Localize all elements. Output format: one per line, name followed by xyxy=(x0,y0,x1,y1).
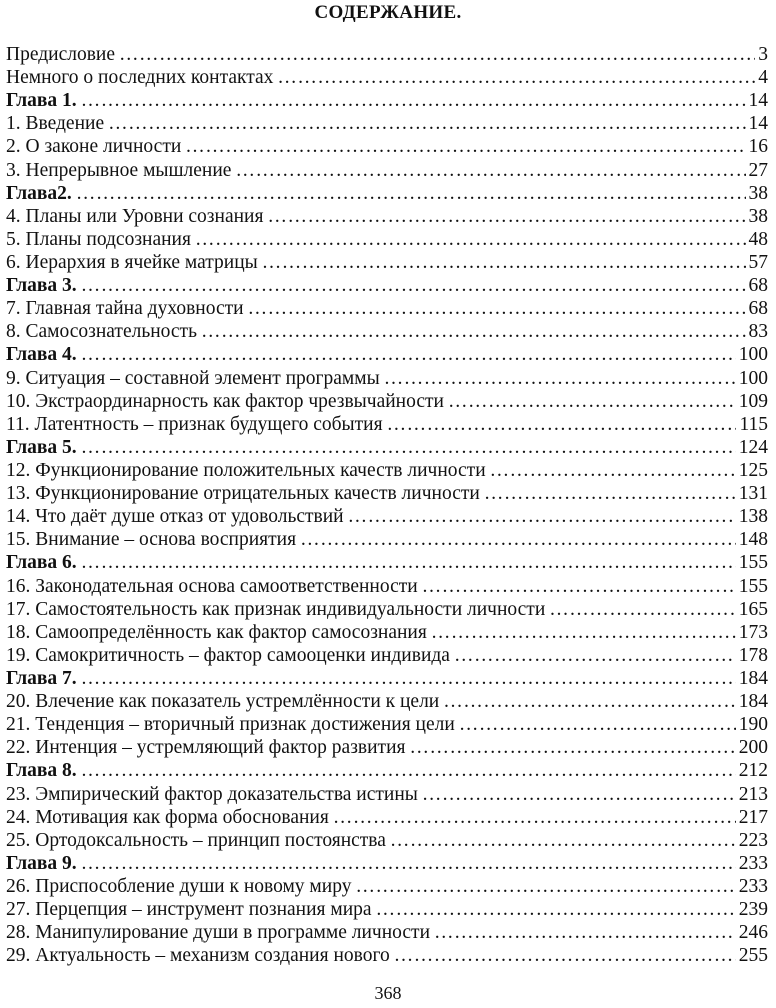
toc-chapter-row xyxy=(6,551,768,574)
toc-dot-leader xyxy=(262,251,746,274)
toc-entry-row xyxy=(6,644,768,667)
toc-chapter-label: Глава 6. xyxy=(6,552,77,574)
table-of-contents xyxy=(6,43,768,967)
toc-page-number: 124 xyxy=(738,436,768,458)
toc-page-number: 68 xyxy=(748,275,768,297)
toc-page-number: 217 xyxy=(738,806,768,828)
toc-entry-label: 27. Перцепция – инструмент познания мира xyxy=(6,899,372,921)
page-number: 368 xyxy=(374,983,402,1003)
toc-entry-label: 22. Интенция – устремляющий фактор развития xyxy=(6,737,406,759)
toc-entry-label: 23. Эмпирический фактор доказательства истины xyxy=(6,783,418,805)
toc-page-number: 184 xyxy=(738,691,768,713)
toc-entry-label: 28. Манипулирование души в программе личности xyxy=(6,922,431,944)
toc-entry-label: 19. Самокритичность – фактор самооценки индивида xyxy=(6,644,450,666)
toc-dot-leader xyxy=(454,644,736,667)
toc-entry-label: 29. Актуальность – механизм создания нового xyxy=(6,945,390,967)
toc-chapter-label: Глава 9. xyxy=(6,852,77,874)
toc-entry-row xyxy=(6,783,768,806)
toc-entry-row xyxy=(6,621,768,644)
toc-entry-row xyxy=(6,135,768,158)
toc-dot-leader xyxy=(333,806,736,829)
toc-entry-label: Предисловие xyxy=(6,44,116,65)
toc-entry-label: 24. Мотивация как форма обоснования xyxy=(6,806,329,828)
toc-chapter-label: Глава 3. xyxy=(6,275,77,297)
toc-dot-leader xyxy=(201,320,746,343)
toc-entry-row xyxy=(6,482,768,505)
toc-entry-row xyxy=(6,66,768,89)
toc-dot-leader xyxy=(422,783,736,806)
toc-page-number: 100 xyxy=(738,344,768,366)
toc-page-number: 38 xyxy=(748,205,768,227)
toc-page-number: 233 xyxy=(738,875,768,897)
toc-entry-row xyxy=(6,944,768,967)
toc-page-number: 190 xyxy=(738,714,768,736)
toc-page-number: 38 xyxy=(748,182,768,204)
toc-page-number: 246 xyxy=(738,922,768,944)
toc-entry-label: 10. Экстраординарность как фактор чрезвычайности xyxy=(6,390,444,412)
toc-dot-leader xyxy=(267,205,745,228)
toc-chapter-label: Глава 7. xyxy=(6,667,77,689)
toc-page-number: 233 xyxy=(738,852,768,874)
toc-entry-row xyxy=(6,505,768,528)
toc-entry-row xyxy=(6,898,768,921)
toc-entry-label: 21. Тенденция – вторичный признак достижения цели xyxy=(6,714,455,736)
toc-dot-leader xyxy=(549,598,735,621)
toc-entry-row xyxy=(6,875,768,898)
toc-entry-row xyxy=(6,390,768,413)
toc-dot-leader xyxy=(248,297,746,320)
toc-dot-leader xyxy=(394,944,736,967)
toc-page-number: 165 xyxy=(738,598,768,620)
toc-chapter-label: Глава 4. xyxy=(6,344,77,366)
toc-entry-row xyxy=(6,713,768,736)
toc-entry-row xyxy=(6,528,768,551)
toc-dot-leader xyxy=(484,482,736,505)
toc-entry-row xyxy=(6,459,768,482)
toc-page-number: 3 xyxy=(758,44,768,65)
toc-page-number: 138 xyxy=(738,506,768,528)
toc-page-number: 239 xyxy=(738,899,768,921)
toc-page-number: 57 xyxy=(748,251,768,273)
toc-dot-leader xyxy=(235,159,745,182)
toc-chapter-row xyxy=(6,89,768,112)
toc-dot-leader xyxy=(459,713,736,736)
toc-entry-row xyxy=(6,112,768,135)
toc-dot-leader xyxy=(76,182,746,205)
toc-page-number: 100 xyxy=(738,367,768,389)
toc-entry-row xyxy=(6,228,768,251)
toc-dot-leader xyxy=(195,228,746,251)
toc-chapter-row xyxy=(6,852,768,875)
toc-dot-leader xyxy=(277,66,755,89)
toc-entry-label: 26. Приспособление души к новому миру xyxy=(6,875,352,897)
toc-entry-row xyxy=(6,575,768,598)
toc-entry-row xyxy=(6,829,768,852)
toc-page-number: 155 xyxy=(738,552,768,574)
toc-page-number: 83 xyxy=(748,321,768,343)
toc-chapter-label: Глава2. xyxy=(6,182,72,204)
toc-dot-leader xyxy=(185,135,745,158)
toc-dot-leader xyxy=(119,43,755,66)
toc-dot-leader xyxy=(81,343,736,366)
toc-dot-leader xyxy=(81,551,736,574)
toc-entry-label: 11. Латентность – признак будущего события xyxy=(6,413,383,435)
toc-dot-leader xyxy=(348,505,736,528)
toc-page-number: 68 xyxy=(748,298,768,320)
toc-chapter-label: Глава 8. xyxy=(6,760,77,782)
toc-dot-leader xyxy=(409,736,735,759)
toc-page-number: 223 xyxy=(738,829,768,851)
toc-dot-leader xyxy=(443,690,736,713)
toc-dot-leader xyxy=(81,274,746,297)
toc-entry-label: 6. Иерархия в ячейке матрицы xyxy=(6,251,258,273)
toc-entry-label: 17. Самостоятельность как признак индивидуальности личности xyxy=(6,598,546,620)
toc-page-number: 155 xyxy=(738,575,768,597)
toc-dot-leader xyxy=(108,112,745,135)
toc-entry-label: 14. Что даёт душе отказ от удовольствий xyxy=(6,506,344,528)
toc-entry-label: 3. Непрерывное мышление xyxy=(6,159,232,181)
toc-entry-row xyxy=(6,806,768,829)
toc-page-number: 115 xyxy=(739,413,768,435)
toc-page-number: 255 xyxy=(738,945,768,967)
toc-entry-label: 16. Законодательная основа самоответственности xyxy=(6,575,418,597)
toc-chapter-row xyxy=(6,274,768,297)
toc-dot-leader xyxy=(431,621,736,644)
toc-entry-row xyxy=(6,159,768,182)
toc-dot-leader xyxy=(490,459,736,482)
toc-chapter-row xyxy=(6,436,768,459)
toc-chapter-row xyxy=(6,667,768,690)
toc-page-number: 4 xyxy=(758,67,768,89)
toc-entry-row xyxy=(6,413,768,436)
toc-entry-label: 13. Функционирование отрицательных качеств личности xyxy=(6,483,480,505)
toc-entry-row xyxy=(6,921,768,944)
toc-dot-leader xyxy=(81,759,736,782)
toc-page-number: 131 xyxy=(738,483,768,505)
toc-page-number: 178 xyxy=(738,644,768,666)
toc-entry-row xyxy=(6,367,768,390)
toc-entry-label: 7. Главная тайна духовности xyxy=(6,298,244,320)
toc-dot-leader xyxy=(422,575,736,598)
toc-dot-leader xyxy=(387,413,737,436)
toc-entry-row xyxy=(6,736,768,759)
toc-entry-label: 9. Ситуация – составной элемент программы xyxy=(6,367,380,389)
toc-entry-label: 12. Функционирование положительных качеств личности xyxy=(6,459,486,481)
toc-page-number: 184 xyxy=(738,667,768,689)
toc-dot-leader xyxy=(448,390,736,413)
toc-entry-label: 18. Самоопределённость как фактор самосознания xyxy=(6,621,427,643)
toc-page-number: 173 xyxy=(738,621,768,643)
toc-entry-label: 8. Самосознательность xyxy=(6,321,197,343)
toc-dot-leader xyxy=(376,898,736,921)
toc-dot-leader xyxy=(81,89,746,112)
toc-entry-label: 25. Ортодоксальность – принцип постоянства xyxy=(6,829,386,851)
toc-dot-leader xyxy=(81,436,736,459)
toc-dot-leader xyxy=(81,852,736,875)
page-title: СОДЕРЖАНИЕ. xyxy=(314,2,462,23)
toc-dot-leader xyxy=(300,528,736,551)
toc-chapter-label: Глава 1. xyxy=(6,90,77,112)
toc-entry-row xyxy=(6,320,768,343)
toc-chapter-row xyxy=(6,343,768,366)
toc-entry-label: Немного о последних контактах xyxy=(6,67,274,89)
toc-dot-leader xyxy=(355,875,735,898)
toc-page-number: 148 xyxy=(738,529,768,551)
toc-page-number: 200 xyxy=(738,737,768,759)
toc-dot-leader xyxy=(384,367,736,390)
toc-page-number: 14 xyxy=(748,113,768,135)
toc-entry-row xyxy=(6,598,768,621)
toc-dot-leader xyxy=(81,667,736,690)
toc-page-number: 213 xyxy=(738,783,768,805)
toc-entry-label: 20. Влечение как показатель устремлённости к цели xyxy=(6,691,440,713)
toc-page-number: 14 xyxy=(748,90,768,112)
toc-entry-row xyxy=(6,297,768,320)
toc-entry-row xyxy=(6,690,768,713)
toc-page-number: 212 xyxy=(738,760,768,782)
toc-chapter-row xyxy=(6,759,768,782)
toc-dot-leader xyxy=(390,829,736,852)
toc-dot-leader xyxy=(434,921,736,944)
toc-chapter-label: Глава 5. xyxy=(6,436,77,458)
toc-entry-label: 1. Введение xyxy=(6,113,105,135)
toc-page-number: 109 xyxy=(738,390,768,412)
toc-entry-row xyxy=(6,43,768,66)
toc-page-number: 16 xyxy=(748,136,768,158)
toc-page-number: 125 xyxy=(738,459,768,481)
toc-page-number: 48 xyxy=(748,228,768,250)
toc-entry-row xyxy=(6,205,768,228)
toc-entry-row xyxy=(6,251,768,274)
toc-entry-label: 15. Внимание – основа восприятия xyxy=(6,529,297,551)
toc-entry-label: 4. Планы или Уровни сознания xyxy=(6,205,264,227)
toc-entry-label: 5. Планы подсознания xyxy=(6,228,191,250)
toc-page-number: 27 xyxy=(748,159,768,181)
toc-entry-label: 2. О законе личности xyxy=(6,136,182,158)
toc-chapter-row xyxy=(6,182,768,205)
